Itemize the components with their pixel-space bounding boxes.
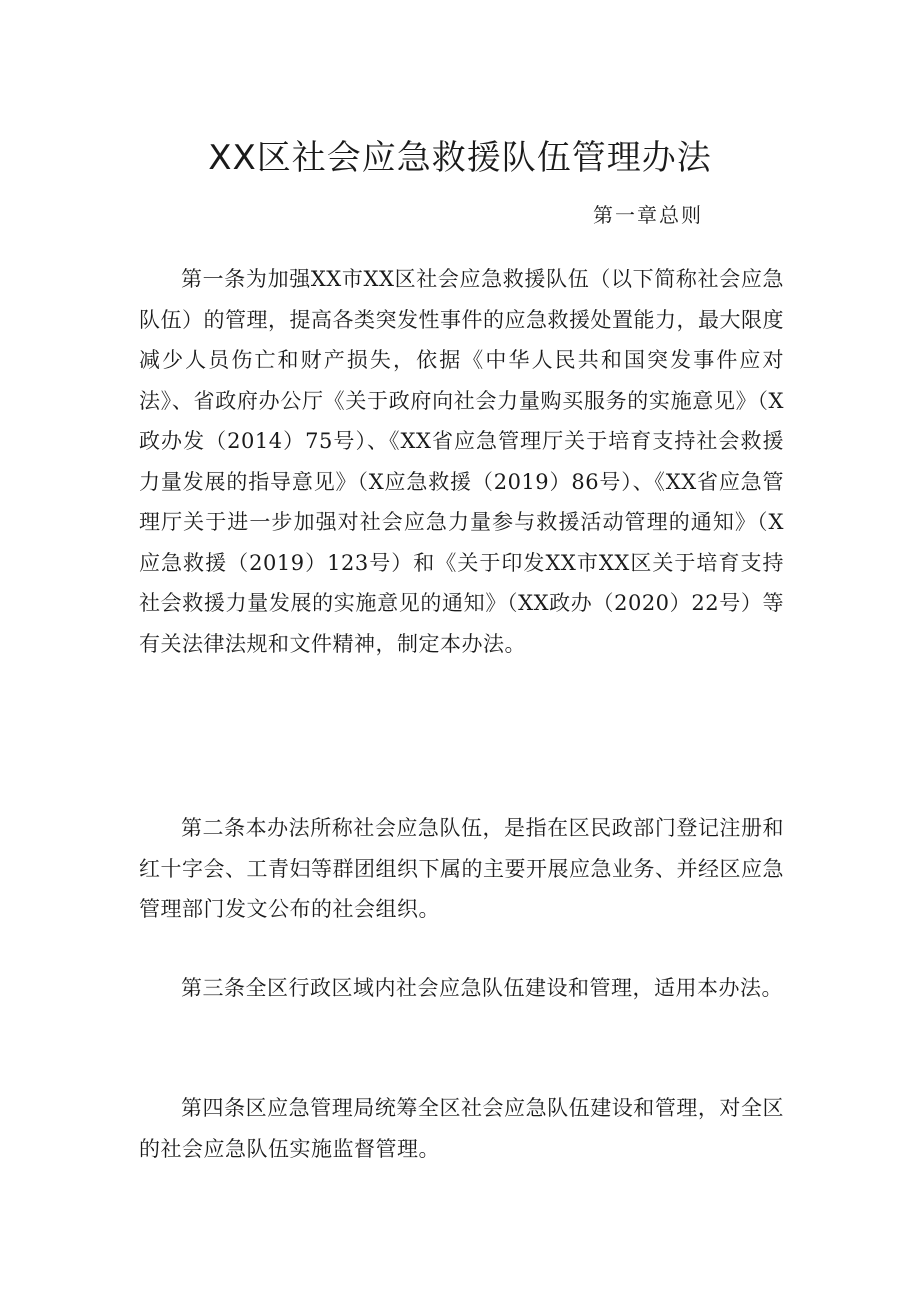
article-2: 第二条本办法所称社会应急队伍，是指在区民政部门登记注册和红十字会、工青妇等群团组织下属的主要开展应急业务、并经区应急管理部门发文公布的社会组织。 [139,816,784,921]
article-4: 第四条区应急管理局统筹全区社会应急队伍建设和管理，对全区的社会应急队伍实施监督管理。 [139,1096,784,1161]
article-1: 第一条为加强XX市XX区社会应急救援队伍（以下简称社会应急队伍）的管理，提高各类突发性事件的应急救援处置能力，最大限度减少人员伤亡和财产损失，依据《中华人民共和国突发事件应对法》、省政府办公厅《关于政府向社会力量购买服务的实施意见》（X政办发（2014）75号）、《XX省应急管理厅关于培育支持社会救援力量发展的指导意见》（X应急救援（2019）86号）、《XX省应急管理厅关于进一步加强对社会应急力量参与救援活动管理的通知》（X应急救援（2019）123号）和《关于印发XX市XX区关于培育支持社会救援力量发展的实施意见的通知》（XX政办（2020）22号）等有关法律法规和文件精神，制定本办法。 [139,267,784,656]
chapter-heading: 第一章总则 [593,203,703,227]
article-3: 第三条全区行政区域内社会应急队伍建设和管理，适用本办法。 [181,976,783,1000]
document-title: XX区社会应急救援队伍管理办法 [208,138,712,178]
